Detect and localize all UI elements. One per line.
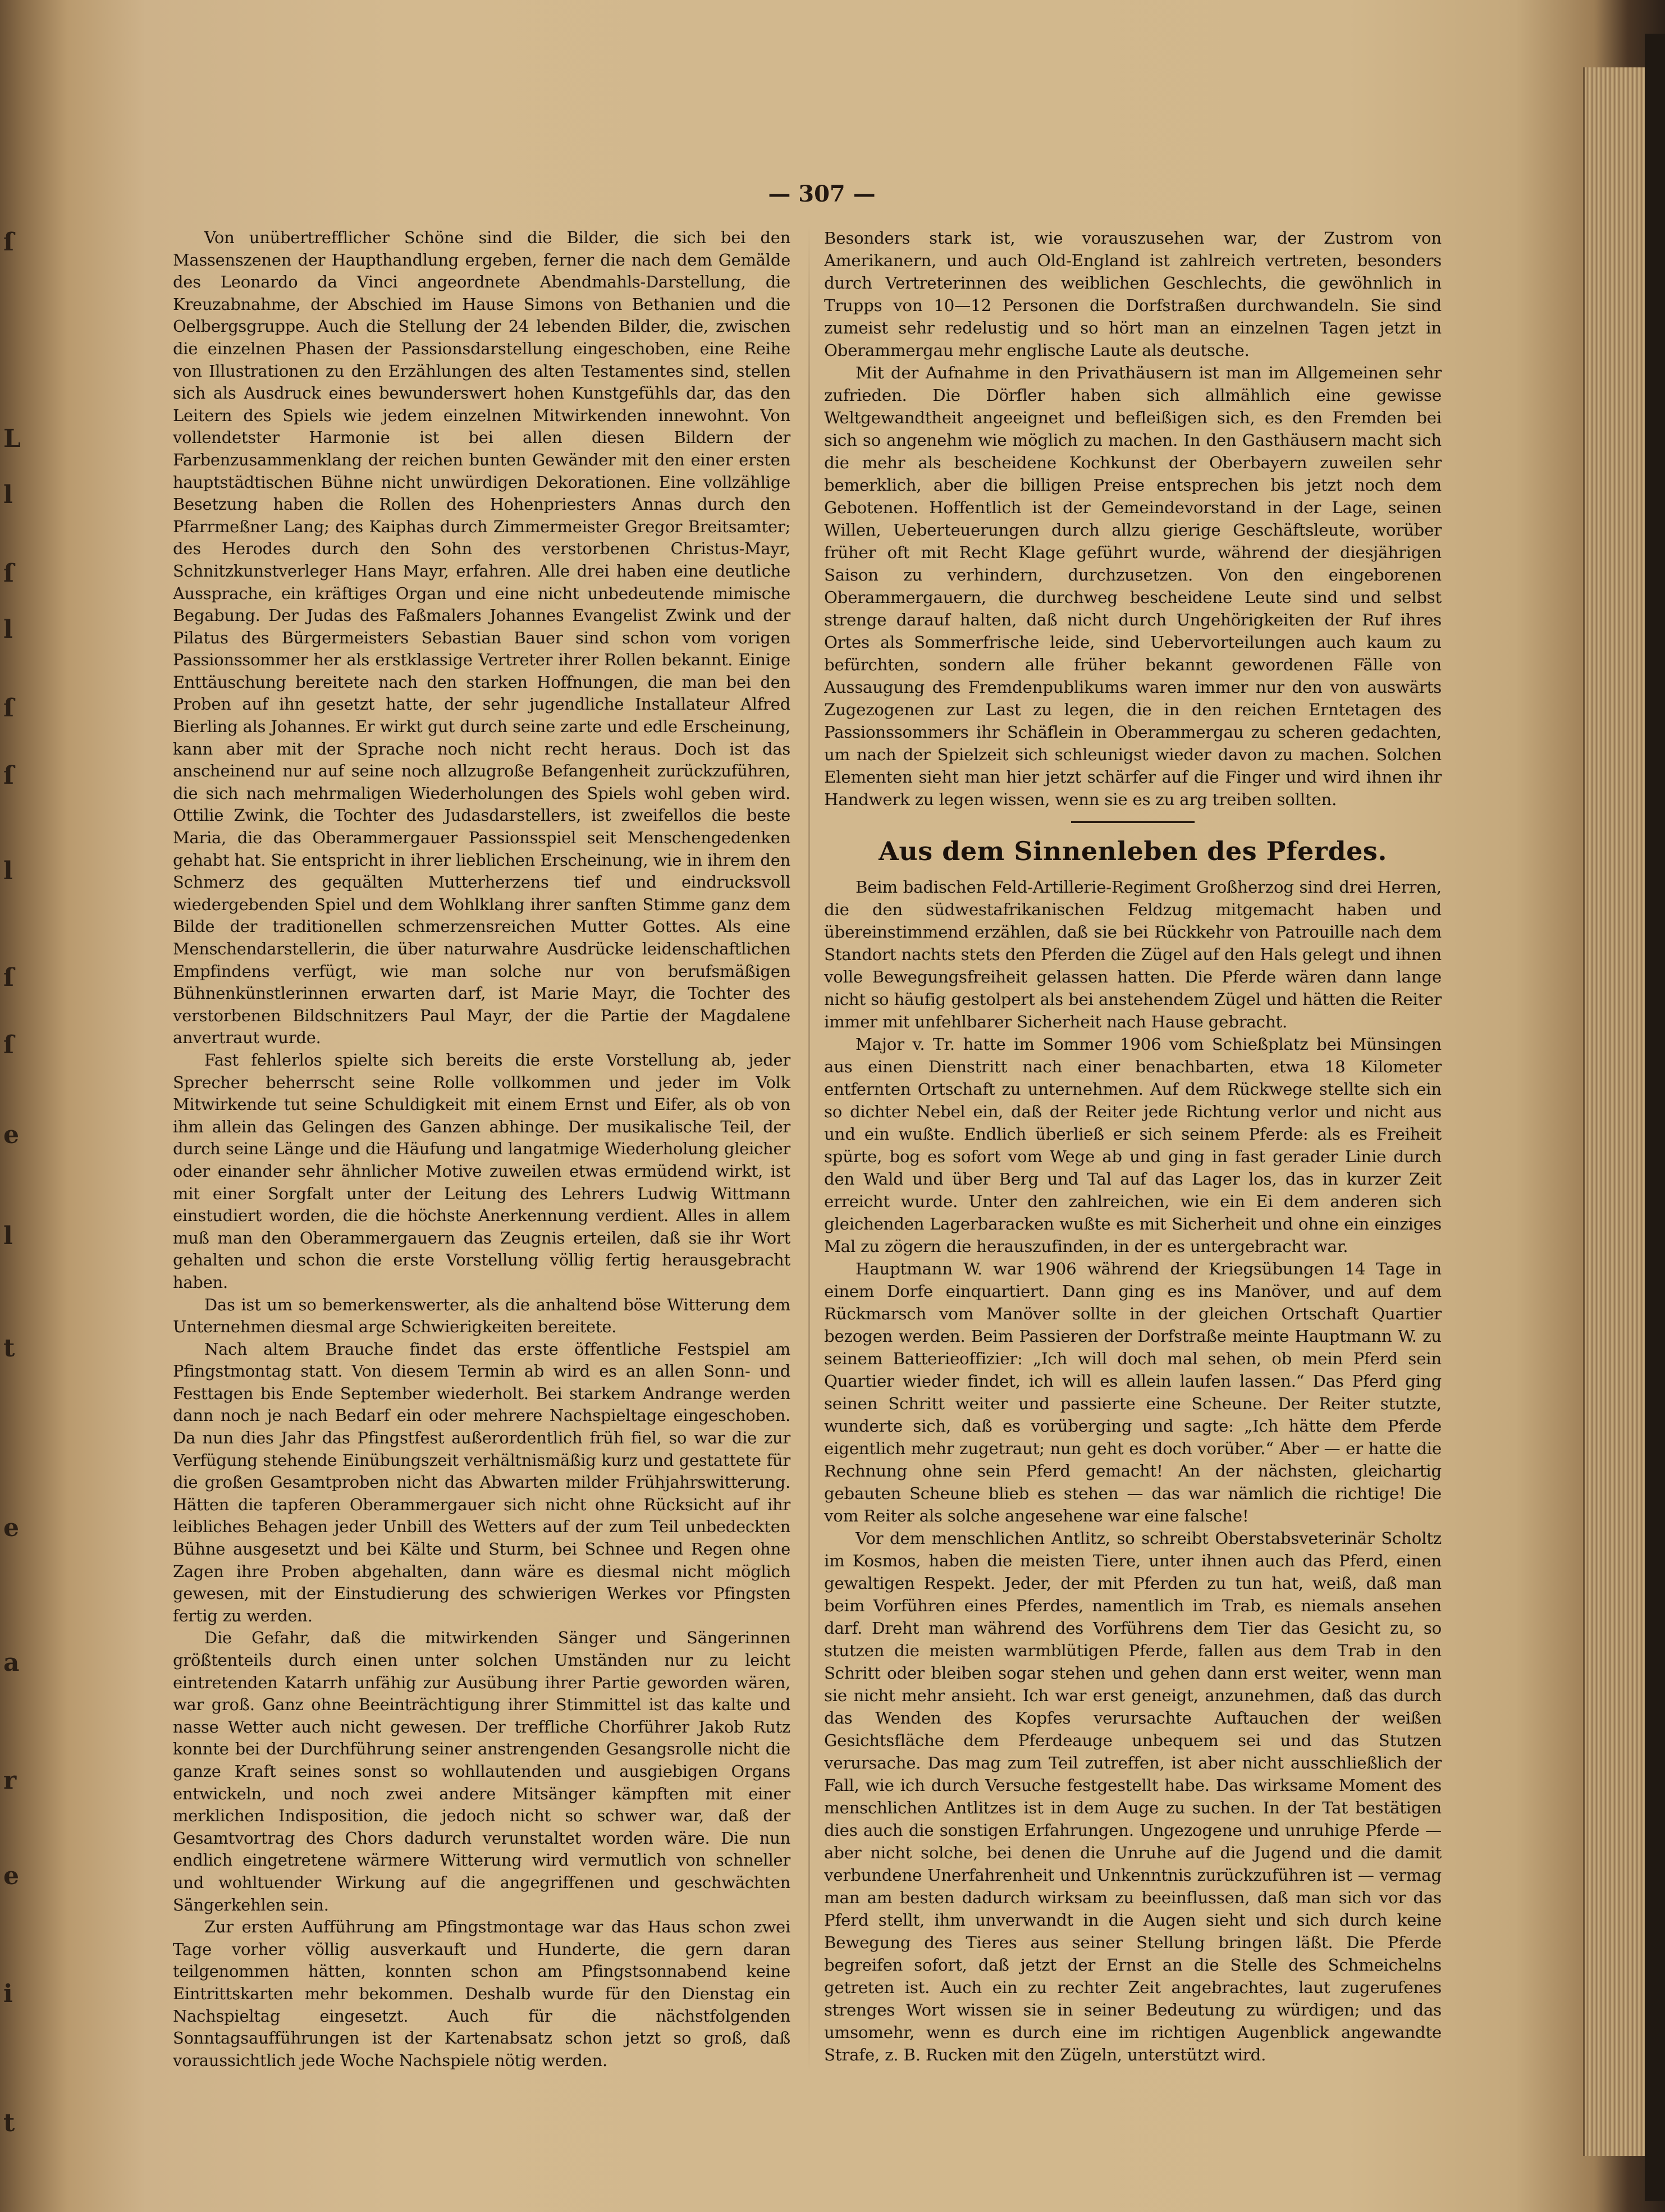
paragraph: Nach altem Brauche findet das erste öffentliche Festspiel am Pfingstmontag statt. Von diesem Termin ab wird es an allen Sonn- und Festtagen bis Ende September wiederholt. Bei starkem Andrange werden dann noch je nach Bedarf ein oder mehrere Nachspieltage eingeschoben. Da nun dies Jahr das Pfingstfest außerordentlich früh fiel, so war die zur Verfügung stehende Einübungszeit verhältnismäßig kurz und gestattete für die großen Gesamtproben nicht das Abwarten milder Frühjahrswitterung. Hätten die tapferen Oberammergauer sich nicht ohne Rücksicht auf ihr leibliches Behagen jeder Unbill des Wetters auf der zum Teil unbedeckten Bühne ausgesetzt und bei Kälte und Sturm, bei Schnee und Regen ohne Zagen ihre Proben abgehalten, dann wäre es diesmal nicht möglich gewesen, mit der Einstudierung des schwierigen Werkes vor Pfingsten fertig zu werden.	[173, 1339, 790, 1625]
paragraph: Hauptmann W. war 1906 während der Kriegsübungen 14 Tage in einem Dorfe einquartiert. Dann ging es ins Manöver, und auf dem Rückmarsch vom Manöver sollte in der gleichen Ortschaft Quartier bezogen werden. Beim Passieren der Dorfstraße meinte Hauptmann W. zu seinem Batterieoffizier: „Ich will doch mal sehen, ob mein Pferd sein Quartier wieder findet, ich will es allein laufen lassen.“ Das Pferd ging seinen Schritt weiter und passierte eine Scheune. Der Reiter stutzte, wunderte sich, daß es vorüberging und sagte: „Ich hätte dem Pferde eigentlich mehr zugetraut; nun geht es doch vorüber.“ Aber — er hatte die Rechnung ohne sein Pferd gemacht! An der nächsten, gleichartig gebauten Scheune blieb es stehen — das war nämlich die richtige! Die vom Reiter als solche angesehene war eine falsche!	[824, 1259, 1442, 1525]
page-edges	[1583, 67, 1646, 2156]
left-column	[173, 227, 790, 2072]
paragraph: Beim badischen Feld-Artillerie-Regiment Großherzog sind drei Herren, die den südwestafrikanischen Feldzug mitgemacht haben und übereinstimmend erzählen, daß sie bei Rückkehr von Patrouille nach dem Standort nachts stets den Pferden die Zügel auf den Hals gelegt und ihnen volle Bewegungsfreiheit gelassen hatten. Die Pferde wären dann lange nicht so häufig gestolpert als bei anstehendem Zügel und hätten die Reiter immer mit unfehlbarer Sicherheit nach Hause gebracht.	[824, 878, 1442, 1031]
margin-fragment: l	[3, 615, 13, 644]
margin-fragment: l	[3, 857, 13, 885]
right-column	[824, 227, 1442, 2066]
margin-fragment: ſ	[3, 761, 14, 790]
margin-fragment: ſ	[3, 228, 14, 257]
margin-fragment: l	[3, 481, 13, 509]
paragraph: Besonders stark ist, wie vorauszusehen war, der Zustrom von Amerikanern, und auch Old-England ist zahlreich vertreten, besonders durch Vertreterinnen des weiblichen Geschlechts, die gewöhnlich in Trupps von 10—12 Personen die Dorfstraßen durchwandeln. Sie sind zumeist sehr redelustig und so hört man an einzelnen Tagen jetzt in Oberammergau mehr englische Laute als deutsche.	[824, 228, 1442, 360]
paragraph: Vor dem menschlichen Antlitz, so schreibt Oberstabsveterinär Scholtz im Kosmos, haben die meisten Tiere, unter ihnen auch das Pferd, einen gewaltigen Respekt. Jeder, der mit Pferden zu tun hat, weiß, daß man beim Vorführen eines Pferdes, namentlich im Trab, es niemals ansehen darf. Dreht man während des Vorführens dem Tier das Gesicht zu, so stutzen die meisten warmblütigen Pferde, fallen aus dem Trab in den Schritt oder bleiben sogar stehen und gehen dann erst weiter, wenn man sie nicht mehr ansieht. Ich war erst geneigt, anzunehmen, daß das durch das Wenden des Kopfes verursachte Auftauchen der weißen Gesichtsfläche dem Pferdeauge unbequem sei und das Stutzen verursache. Das mag zum Teil zutreffen, ist aber nicht ausschließlich der Fall, wie ich durch Versuche festgestellt habe. Das wirksame Moment des menschlichen Antlitzes ist in dem Auge zu suchen. In der Tat bestätigen dies auch die sonstigen Erfahrungen. Ungezogene und unruhige Pferde — aber nicht solche, bei denen die Unruhe auf die Jugend und die damit verbundene Unerfahrenheit und Unkenntnis zurückzuführen ist — vermag man am besten dadurch wirksam zu beeinflussen, daß man sich vor das Pferd stellt, ihm unverwandt in die Augen sieht und sich durch keine Bewegung des Tieres aus seiner Stellung bringen läßt. Die Pferde begreifen sofort, daß jetzt der Ernst an die Stelle des Schmeichelns getreten ist. Auch ein zu rechter Zeit angebrachtes, laut zugerufenes strenges Wort wissen sie in seiner Bedeutung zu würdigen; und das umsomehr, wenn es durch eine im richtigen Augenblick angewandte Strafe, z. B. Rucken mit den Zügeln, unterstützt wird.	[824, 1529, 1442, 2064]
paragraph: Die Gefahr, daß die mitwirkenden Sänger und Sängerinnen größtenteils durch einen unter solchen Umständen nur zu leicht eintretenden Katarrh unfähig zur Ausübung ihrer Partie geworden wären, war groß. Ganz ohne Beeinträchtigung ihrer Stimmittel ist das kalte und nasse Wetter auch nicht gewesen. Der treffliche Chorführer Jakob Rutz konnte bei der Durchführung seiner anstrengenden Gesangsrolle nicht die ganze Kraft seines sonst so wohllautenden und ausgiebigen Organs entwickeln, und noch zwei andere Mitsänger kämpften mit einer merklichen Indisposition, die jedoch nicht so schwer war, daß der Gesamtvortrag des Chors dadurch verunstaltet worden wäre. Die nun endlich eingetretene wärmere Witterung wird vermutlich von schneller und wohltuender Wirkung auf die angegriffenen und geschwächten Sängerkehlen sein.	[173, 1628, 790, 1914]
margin-fragment: ſ	[3, 559, 14, 588]
margin-fragment: t	[3, 1334, 15, 1363]
margin-fragment: e	[3, 1514, 19, 1542]
article-heading: Aus dem Sinnenleben des Pferdes.	[879, 836, 1387, 866]
column-divider	[808, 225, 810, 2072]
section-rule	[1071, 821, 1195, 823]
margin-fragment: t	[3, 2109, 15, 2137]
book-binding	[1645, 34, 1665, 2201]
margin-fragment: r	[3, 1766, 17, 1795]
paragraph: Major v. Tr. hatte im Sommer 1906 vom Schießplatz bei Münsingen aus einen Dienstritt nach einer benachbarten, etwa 18 Kilometer entfernten Ortschaft zu unternehmen. Auf dem Rückwege stellte sich ein so dichter Nebel ein, daß der Reiter jede Richtung verlor und nicht aus und ein wußte. Endlich überließ er sich seinem Pferde: als es Freiheit spürte, bog es sofort vom Wege ab und ging in fast gerader Linie durch den Wald und über Berg und Tal auf das Lager los, das in kurzer Zeit erreicht wurde. Unter den zahlreichen, wie ein Ei dem anderen sich gleichenden Lagerbaracken wußte es mit Sicherheit und ohne ein einziges Mal zu zögern die herauszufinden, in der es untergebracht war.	[824, 1035, 1442, 1256]
margin-fragment: ſ	[3, 1031, 14, 1059]
previous-page-fragment	[0, 112, 51, 2190]
margin-fragment: ſ	[3, 694, 14, 723]
paragraph: Mit der Aufnahme in den Privathäusern ist man im Allgemeinen sehr zufrieden. Die Dörfler haben sich allmählich eine gewisse Weltgewandtheit angeeignet und befleißigen sich, es den Fremden bei sich so angenehm wie möglich zu machen. In den Gasthäusern macht sich die mehr als bescheidene Kochkunst der Oberbayern zuweilen sehr bemerklich, aber die billigen Preise entsprechen bis jetzt noch dem Gebotenen. Hoffentlich ist der Gemeindevorstand in der Lage, seinen Willen, Ueberteuerungen durch allzu gierige Geschäftsleute, worüber früher oft mit Recht Klage geführt wurde, während der diesjährigen Saison zu verhindern, durchzusetzen. Von den eingeborenen Oberammergauern, die durchweg bescheidene Leute sind und selbst strenge darauf halten, daß nicht durch Ungehörigkeiten der Ruf ihres Ortes als Sommerfrische leide, sind Uebervorteilungen auch kaum zu befürchten, sondern alle früher bekannt gewordenen Fälle von Aussaugung des Fremdenpublikums waren immer nur den von auswärts Zugezogenen zur Last zu legen, die in den reichen Erntetagen des Passionssommers ihr Schäflein in Oberammergau zu scheren gedachten, um nach der Spielzeit sich schleunigst wieder davon zu machen. Solchen Elementen sieht man hier jetzt schärfer auf die Finger und wird ihnen ihr Handwerk zu legen wissen, wenn sie es zu arg treiben sollten.	[824, 363, 1442, 809]
margin-fragment: a	[3, 1648, 20, 1677]
page-number: — 307 —	[768, 181, 876, 207]
paragraph: Fast fehlerlos spielte sich bereits die erste Vorstellung ab, jeder Sprecher beherrscht seine Rolle vollkommen und jeder im Volk Mitwirkende tut seine Schuldigkeit mit einem Ernst und Eifer, als ob von ihm allein das Gelingen des Ganzen abhinge. Der musikalische Teil, der durch seine Länge und die Häufung und langatmige Wiederholung gleicher oder einander sehr ähnlicher Motive zuweilen etwas ermüdend wirkt, ist mit einer Sorgfalt unter der Leitung des Lehrers Ludwig Wittmann einstudiert worden, die die höchste Anerkennung verdient. Alles in allem muß man den Oberammergauern das Zeugnis erteilen, daß sie ihr Wort gehalten und schon die erste Vorstellung völlig fertig herausgebracht haben.	[173, 1050, 790, 1292]
paragraph: Das ist um so bemerkenswerter, als die anhaltend böse Witterung dem Unternehmen diesmal arge Schwierigkeiten bereitete.	[173, 1295, 790, 1337]
margin-fragment: ſ	[3, 963, 14, 992]
margin-fragment: L	[3, 424, 21, 453]
margin-fragment: e	[3, 1121, 19, 1149]
paragraph: Von unübertrefflicher Schöne sind die Bilder, die sich bei den Massenszenen der Haupthandlung ergeben, ferner die nach dem Gemälde des Leonardo da Vinci angeordnete Abendmahls-Darstellung, die Kreuzabnahme, der Abschied im Hause Simons von Bethanien und die Oelbergsgruppe. Auch die Stellung der 24 lebenden Bilder, die, zwischen die einzelnen Phasen der Passionsdarstellung eingeschoben, eine Reihe von Illustrationen zu den Erzählungen des alten Testamentes sind, stellen sich als Ausdruck eines bewunderswert hohen Kunstgefühls dar, das den Leitern des Spiels wie jedem einzelnen Mitwirkenden innewohnt. Von vollendetster Harmonie ist bei allen diesen Bildern der Farbenzusammenklang der reichen bunten Gewänder mit den einer ersten hauptstädtischen Bühne nicht unwürdigen Dekorationen. Eine vollzählige Besetzung haben die Rollen des Hohenpriesters Annas durch den Pfarrmeßner Lang; des Kaiphas durch Zimmermeister Gregor Breitsamter; des Herodes durch den Sohn des verstorbenen Christus-Mayr, Schnitzkunstverleger Hans Mayr, erfahren. Alle drei haben eine deutliche Aussprache, ein kräftiges Organ und eine nicht unbedeutende mimische Begabung. Der Judas des Faßmalers Johannes Evangelist Zwink und der Pilatus des Bürgermeisters Sebastian Bauer sind schon vom vorigen Passionssommer her als erstklassige Vertreter ihrer Rollen bekannt. Einige Enttäuschung bereitete nach den starken Hoffnungen, die man bei den Proben auf ihn gesetzt hatte, der sehr jugendliche Installateur Alfred Bierling als Johannes. Er wirkt gut durch seine zarte und edle Erscheinung, kann aber mit der Sprache noch nicht recht heraus. Doch ist das anscheinend nur auf seine noch allzugroße Befangenheit zurückzuführen, die sich nach mehrmaligen Wiederholungen des Spiels wohl geben wird. Ottilie Zwink, die Tochter des Judasdarstellers, ist zweifellos die beste Maria, die das Oberammergauer Passionsspiel seit Menschengedenken gehabt hat. Sie entspricht in ihrer lieblichen Erscheinung, wie in ihrem den Schmerz des gequälten Mutterherzens tief und eindrucksvoll wiedergebenden Spiel und dem Wohlklang ihrer sanften Stimme ganz dem Bilde der traditionellen schmerzensreichen Mutter Gottes. Als eine Menschendarstellerin, die über naturwahre Ausdrücke leidenschaftlichen Empfindens verfügt, wie man solche nur von berufsmäßigen Bühnenkünstlerinnen erwarten darf, ist Marie Mayr, die Tochter des verstorbenen Bildschnitzers Paul Mayr, der die Partie der Magdalene anvertraut wurde.	[173, 228, 790, 1048]
margin-fragment: l	[3, 1222, 13, 1250]
margin-fragment: i	[3, 1980, 13, 2008]
paragraph: Zur ersten Aufführung am Pfingstmontage war das Haus schon zwei Tage vorher völlig ausverkauft und Hunderte, die gern daran teilgenommen hätten, konnten schon am Pfingstsonnabend keine Eintrittskarten mehr bekommen. Deshalb wurde für den Dienstag ein Nachspieltag eingesetzt. Auch für die nächstfolgenden Sonntagsaufführungen ist der Kartenabsatz schon jetzt so groß, daß voraussichtlich jede Woche Nachspiele nötig werden.	[173, 1917, 790, 2070]
margin-fragment: e	[3, 1862, 19, 1890]
